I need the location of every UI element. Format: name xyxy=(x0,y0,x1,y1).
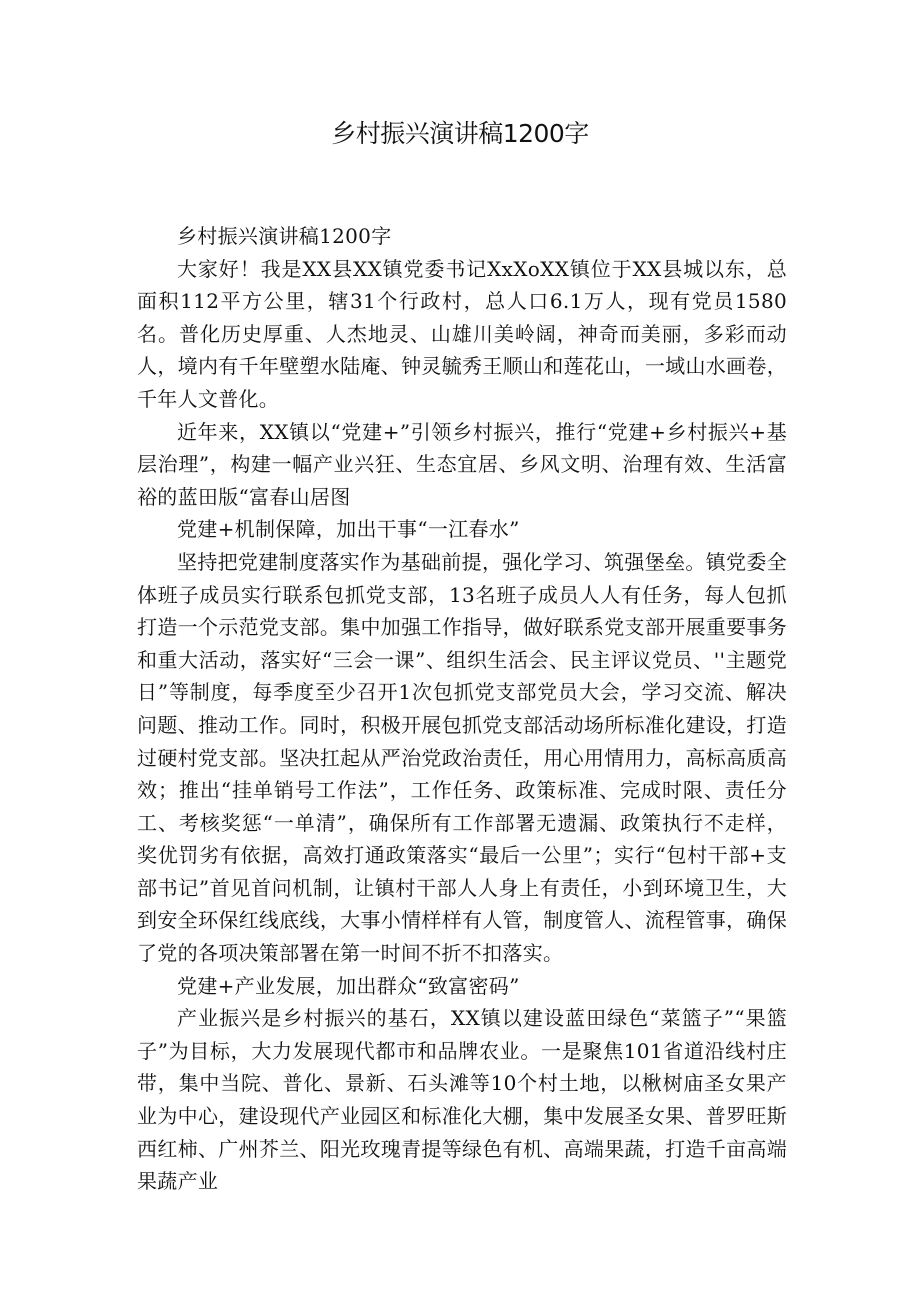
paragraph-industry: 产业振兴是乡村振兴的基石，XX镇以建设蓝田绿色“菜篮子”“果篮子”为目标，大力发展现代都市和品牌农业。一是聚焦101省道沿线村庄带，集中当院、普化、景新、石头滩等10个村土地，以楸树庙圣女果产业为中心，建设现代产业园区和标准化大棚，集中发展圣女果、普罗旺斯西红柿、广州芥兰、阳光玫瑰青提等绿色有机、高端果蔬，打造千亩高端果蔬产业 xyxy=(137,1006,787,1194)
paragraph-recent-years: 近年来，XX镇以“党建+”引领乡村振兴，推行“党建+乡村振兴+基层治理”，构建一幅产业兴狂、生态宜居、乡风文明、治理有效、生活富裕的蓝田版“富春山居图 xyxy=(137,419,787,509)
document-body xyxy=(137,220,787,1198)
section-heading-industry: 党建+产业发展，加出群众“致富密码” xyxy=(177,973,520,998)
paragraph-intro: 大家好！我是XX县XX镇党委书记XxXoXX镇位于XX县城以东，总面积112平方公里，辖31个行政村，总人口6.1万人，现有党员1580名。普化历史厚重、人杰地灵、山雄川美岭阔，神奇而美丽，多彩而动人，境内有千年壁塑水陆庵、钟灵毓秀王顺山和莲花山，一域山水画卷，千年人文普化。 xyxy=(137,256,787,411)
paragraph-mechanism: 坚持把党建制度落实作为基础前提，强化学习、筑强堡垒。镇党委全体班子成员实行联系包抓党支部，13名班子成员人人有任务，每人包抓打造一个示范党支部。集中加强工作指导，做好联系党支部开展重要事务和重大活动，落实好“三会一课”、组织生活会、民主评议党员、''主题党日”等制度，每季度至少召开1次包抓党支部党员大会，学习交流、解决问题、推动工作。同时，积极开展包抓党支部活动场所标准化建设，打造过硬村党支部。坚决扛起从严治党政治责任，用心用情用力，高标高质高效；推出“挂单销号工作法”，工作任务、政策标准、完成时限、责任分工、考核奖惩“一单清”，确保所有工作部署无遗漏、政策执行不走样，奖优罚劣有依据，高效打通政策落实“最后一公里”；实行“包村干部+支部书记”首见首问机制，让镇村干部人人身上有责任，小到环境卫生，大到安全环保红线底线，大事小情样样有人管，制度管人、流程管事，确保了党的各项决策部署在第一时间不折不扣落实。 xyxy=(137,549,787,966)
document-title: 乡村振兴演讲稿1200字 xyxy=(331,119,589,148)
section-heading-mechanism: 党建+机制保障，加出干事“一江春水” xyxy=(177,517,520,542)
paragraph-subtitle: 乡村振兴演讲稿1200字 xyxy=(177,224,392,248)
